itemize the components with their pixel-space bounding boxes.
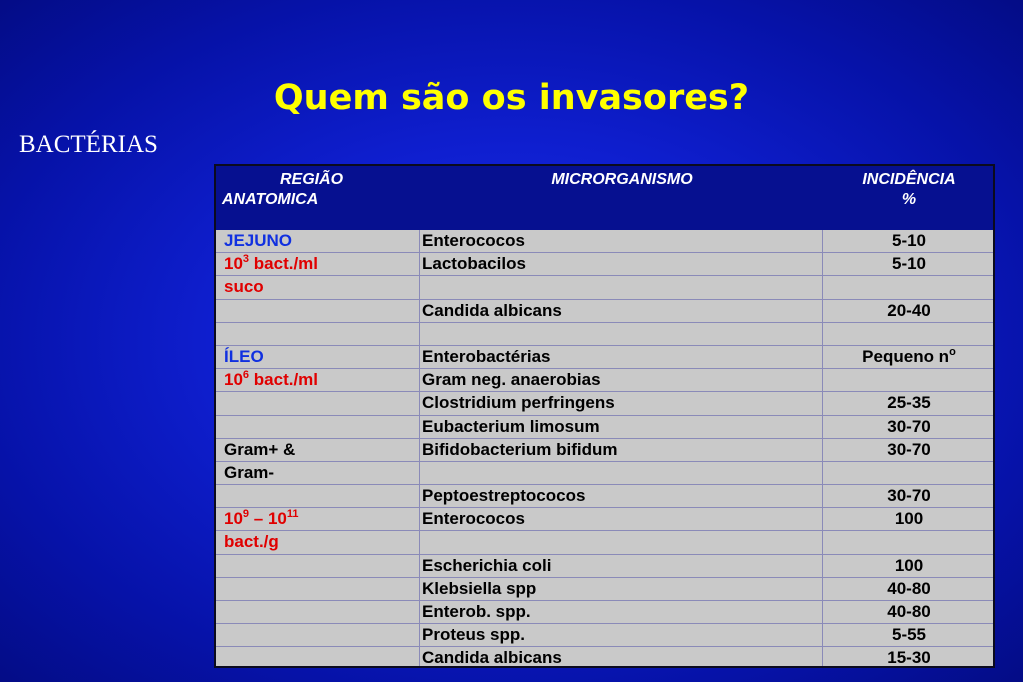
header-incidence: [824, 170, 994, 210]
microorganism-cell: Candida albicans: [422, 648, 562, 668]
header-region-line2: ANATOMICA: [222, 191, 319, 208]
microorganism-cell: Escherichia coli: [422, 555, 552, 575]
header-incidence-line2: %: [901, 191, 917, 208]
region-dash: – 10: [249, 509, 287, 529]
incidence-superscript: o: [949, 345, 956, 358]
table-row: [216, 601, 993, 624]
region-cell: Gram+ &: [224, 439, 296, 459]
table-row: [216, 369, 993, 392]
header-microorganism: MICRORGANISMO: [551, 171, 693, 188]
incidence-cell: 15-30: [887, 648, 931, 668]
region-base: 10: [224, 370, 243, 390]
incidence-cell: 20-40: [887, 300, 931, 320]
table-row: [216, 392, 993, 415]
incidence-cell: 40-80: [887, 602, 931, 621]
region-exponent: 9: [242, 508, 250, 521]
microorganism-cell: Klebsiella spp: [422, 578, 537, 598]
region-exponent: 6: [242, 369, 250, 382]
region-unit: bact./ml: [249, 370, 319, 390]
incidence-cell: [824, 346, 994, 368]
microorganism-cell: Enterococos: [422, 231, 525, 250]
table-row: [216, 462, 993, 485]
incidence-cell: 100: [894, 555, 924, 575]
table-row: [216, 624, 993, 647]
table-row: [216, 439, 993, 462]
table-row: [216, 485, 993, 508]
incidence-cell: 30-70: [887, 486, 931, 506]
header-region-line1: REGIÃO: [280, 171, 344, 188]
microorganism-cell: Candida albicans: [422, 300, 562, 320]
region-cell: suco: [224, 277, 264, 297]
header-incidence-line1: INCIDÊNCIA: [862, 171, 956, 188]
incidence-cell: 25-35: [887, 393, 931, 413]
region-cell: [224, 508, 299, 530]
microorganism-cell: Gram neg. anaerobias: [422, 370, 601, 390]
table-row: [216, 276, 993, 299]
table-row: [216, 230, 993, 253]
microorganism-cell: Enterococos: [422, 509, 525, 529]
microorganism-cell: Enterobactérias: [422, 346, 551, 366]
table-row: [216, 508, 993, 531]
microorganism-cell: Enterob. spp.: [422, 602, 531, 621]
region-cell: [224, 253, 318, 275]
region-cell: bact./g: [224, 532, 279, 552]
table-row: [216, 346, 993, 369]
table-row: [216, 647, 993, 670]
microorganism-cell: Lactobacilos: [422, 254, 526, 274]
microorganism-cell: Eubacterium limosum: [422, 416, 600, 436]
microorganism-cell: Peptoestreptococos: [422, 486, 586, 506]
header-region: [222, 170, 382, 210]
incidence-cell: 5-55: [891, 625, 927, 645]
table-header: [216, 166, 993, 230]
microorganism-cell: Bifidobacterium bifidum: [422, 439, 618, 459]
incidence-cell: 5-10: [891, 254, 927, 274]
table-body: [216, 230, 993, 671]
table-row: [216, 253, 993, 276]
bacteria-table: [214, 164, 995, 668]
table-row: [216, 323, 993, 346]
region-cell: Gram-: [224, 462, 275, 482]
slide-title: Quem são os invasores?: [273, 78, 750, 118]
region-exponent: 3: [242, 253, 250, 266]
table-row: [216, 300, 993, 323]
incidence-cell: 30-70: [887, 416, 931, 436]
incidence-cell: 40-80: [887, 578, 931, 598]
incidence-cell: 100: [894, 509, 924, 529]
incidence-text: Pequeno n: [862, 346, 950, 366]
region-exponent-2: 11: [286, 508, 299, 521]
region-base: 10: [224, 254, 243, 274]
table-row: [216, 555, 993, 578]
region-unit: bact./ml: [249, 254, 319, 274]
incidence-cell: 30-70: [887, 439, 931, 459]
section-label: BACTÉRIAS: [19, 131, 158, 158]
incidence-cell: 5-10: [891, 231, 927, 250]
table-row: [216, 531, 993, 554]
microorganism-cell: Clostridium perfringens: [422, 393, 615, 413]
region-base: 10: [224, 509, 243, 529]
region-cell: ÍLEO: [224, 346, 264, 366]
table-row: [216, 578, 993, 601]
region-cell: [224, 369, 318, 391]
microorganism-cell: Proteus spp.: [422, 625, 525, 645]
region-cell: JEJUNO: [224, 231, 293, 250]
table-row: [216, 416, 993, 439]
